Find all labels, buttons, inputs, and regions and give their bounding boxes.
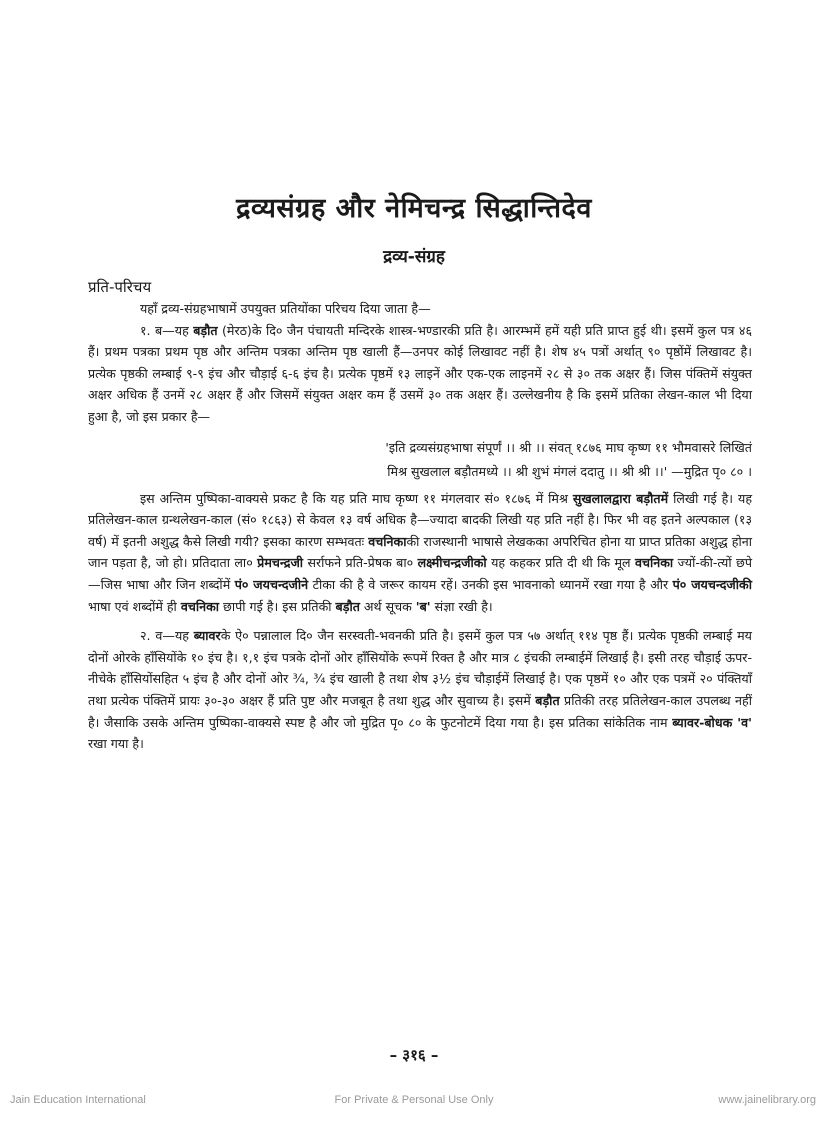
text-run: संज्ञा रखी है। [430,598,493,614]
bold-term: पं० जयचन्दजीने [234,576,309,592]
text-run: (मेरठ)के दि० जैन पंचायती मन्दिरके शास्त्र-भण्डारकी प्रति है। आरम्भमें हमें यही प्रति प्राप्त हुई थी। इसमें कुल पत्र ४६ हैं। प्रथम पत्रका प्रथम पृष्ठ और अन्तिम पत्रका अन्तिम पृष्ठ खाली हैं—उनपर कोई लिखावट नहीं है। शेष ४५ पत्रों अर्थात् ९० पृष्ठोंमें लिखावट है। प्रत्येक पृष्ठकी लम्बाई ९-९ इंच और चौड़ाई ६-६ इंच है। प्रत्येक पृष्ठमें १३ लाइनें और एक-एक लाइनमें २८ से ३० तक अक्षर हैं। जिस पंक्तिमें संयुक्त अक्षर अधिक हैं उनमें २८ अक्षर हैं और जिसमें संयुक्त अक्षर कम हैं उसमें ३० तक अक्षर हैं। उल्लेखनीय है कि इसमें प्रतिका लेखन-काल भी दिया हुआ है, जो इस प्रकार है— [88,322,752,424]
text-run: १. ब—यह [140,322,194,338]
paragraph-1 [88,320,752,428]
page-number: – ३१६ – [389,1046,439,1064]
bold-term: सुखलालद्वारा बड़ौतमें [572,490,669,506]
bold-term: लक्ष्मीचन्द्रजीको [417,555,487,571]
text-run: की राजस्थानी भाषासे लेखकका अपरिचित होना या प्राप्त प्रतिका अशुद्ध होना जान पड़ता है, जो हो। प्रतिदाता ला० [88,533,752,571]
bold-term: 'ब' [415,598,431,614]
text-run: इस अन्तिम पुष्पिका-वाक्यसे प्रकट है कि यह प्रति माघ कृष्ण ११ मंगलवार सं० १८७६ में मिश्र [140,490,573,506]
intro-paragraph: यहाँ द्रव्य-संग्रहभाषामें उपयुक्त प्रतियोंका परिचय दिया जाता है— [140,301,431,316]
text-run: रखा गया है। [88,736,144,752]
paragraph-3 [88,625,752,755]
text-run: भाषा एवं शब्दोंमें ही [88,598,181,614]
colophon-quote [88,436,752,484]
footer-publisher: Jain Education International [10,1094,146,1106]
bold-term: बड़ौत [193,322,218,338]
text-run: अर्थ सूचक [359,598,416,614]
text-run: यह कहकर प्रति दी थी कि मूल [486,555,635,571]
page-title: द्रव्यसंग्रह और नेमिचन्द्र सिद्धान्तिदेव [236,193,592,224]
text-run: ज्यों-की-त्यों छपे—जिस भाषा और जिन शब्दोंमें [88,555,752,592]
text-run: २. व—यह [140,628,194,644]
bold-term: पं० जयचन्दजीकी [672,576,752,592]
body-text [88,298,752,755]
text-run: लिखी गई है। यह प्रतिलेखन-काल ग्रन्थलेखन-काल (सं० १८६३) से केवल १३ वर्ष अधिक है—ज्यादा बादकी लिखी यह प्रति नहीं है। फिर भी वह इतने अल्पकाल (१३ वर्ष) में इतनी अशुद्ध कैसे लिखी गयी? इसका कारण सम्भवतः [88,490,753,549]
bold-term: बड़ौत [535,692,560,708]
bold-term: वचनिका [368,533,407,549]
paragraph-gap [88,617,752,625]
text-run: टीका की है वे जरूर कायम रहें। उनकी इस भावनाको ध्यानमें रखा गया है और [308,576,673,592]
section-subtitle: द्रव्य-संग्रह [383,247,445,267]
bold-term: प्रेमचन्द्रजी [257,555,304,571]
paragraph-2 [88,488,752,618]
text-run: के ऐ० पन्नालाल दि० जैन सरस्वती-भवनकी प्रति है। इसमें कुल पत्र ५७ अर्थात् ११४ पृष्ठ हैं। प्रत्येक पृष्ठकी लम्बाई मय दोनों ओरके हाँसियोंके १० इंच है। १,१ इंच पत्रके दोनों ओर हाँसियोंके रूपमें रिक्त है और मात्र ८ इंचकी लम्बाईमें लिखाई है। इसी तरह चौड़ाई ऊपर-नीचेके हाँसियोंसहित ५ इंच है और दोनों ओर ¾, ¾ इंच खाली है तथा शेष ३½ इंच चौड़ाईमें लिखाई है। एक पृष्ठमें १० और एक पत्रमें २० पंक्तियाँ तथा प्रत्येक पंक्तिमें प्रायः ३०-३० अक्षर हैं प्रति पुष्ट और मजबूत है तथा शुद्ध और सुवाच्य है। इसमें [88,628,752,708]
footer-usage-notice: For Private & Personal Use Only [334,1094,494,1106]
bold-term: ब्यावर [193,628,221,644]
text-run: प्रतिकी तरह प्रतिलेखन-काल उपलब्ध नहीं है। जैसाकि उसके अन्तिम पुष्पिका-वाक्यसे स्पष्ट है और जो मुद्रित पृ० ८० के फुटनोटमें दिया गया है। इस प्रतिका सांकेतिक नाम [88,692,752,730]
colophon-line-1: 'इति द्रव्यसंग्रहभाषा संपूर्णं ।। श्री ।। संवत् १८७६ माघ कृष्ण ११ भौमवासरे लिखितं [385,439,752,455]
section-heading: प्रति-परिचय [88,278,152,296]
bold-term: वचनिका [180,598,220,614]
colophon-line-2: मिश्र सुखलाल बड़ौतमध्ये ।। श्री शुभं मंगलं ददातु ।। श्री श्री ।।' —मुद्रित पृ० ८० । [387,463,752,479]
text-run: छापी गई है। इस प्रतिकी [219,598,336,614]
bold-term: ब्यावर-बोधक 'व' [672,714,752,730]
text-run: सर्राफने प्रति-प्रेषक बा० [303,555,418,571]
footer-website-link[interactable]: www.jainelibrary.org [718,1094,816,1106]
bold-term: बड़ौत [335,598,360,614]
bold-term: वचनिका [635,555,674,571]
